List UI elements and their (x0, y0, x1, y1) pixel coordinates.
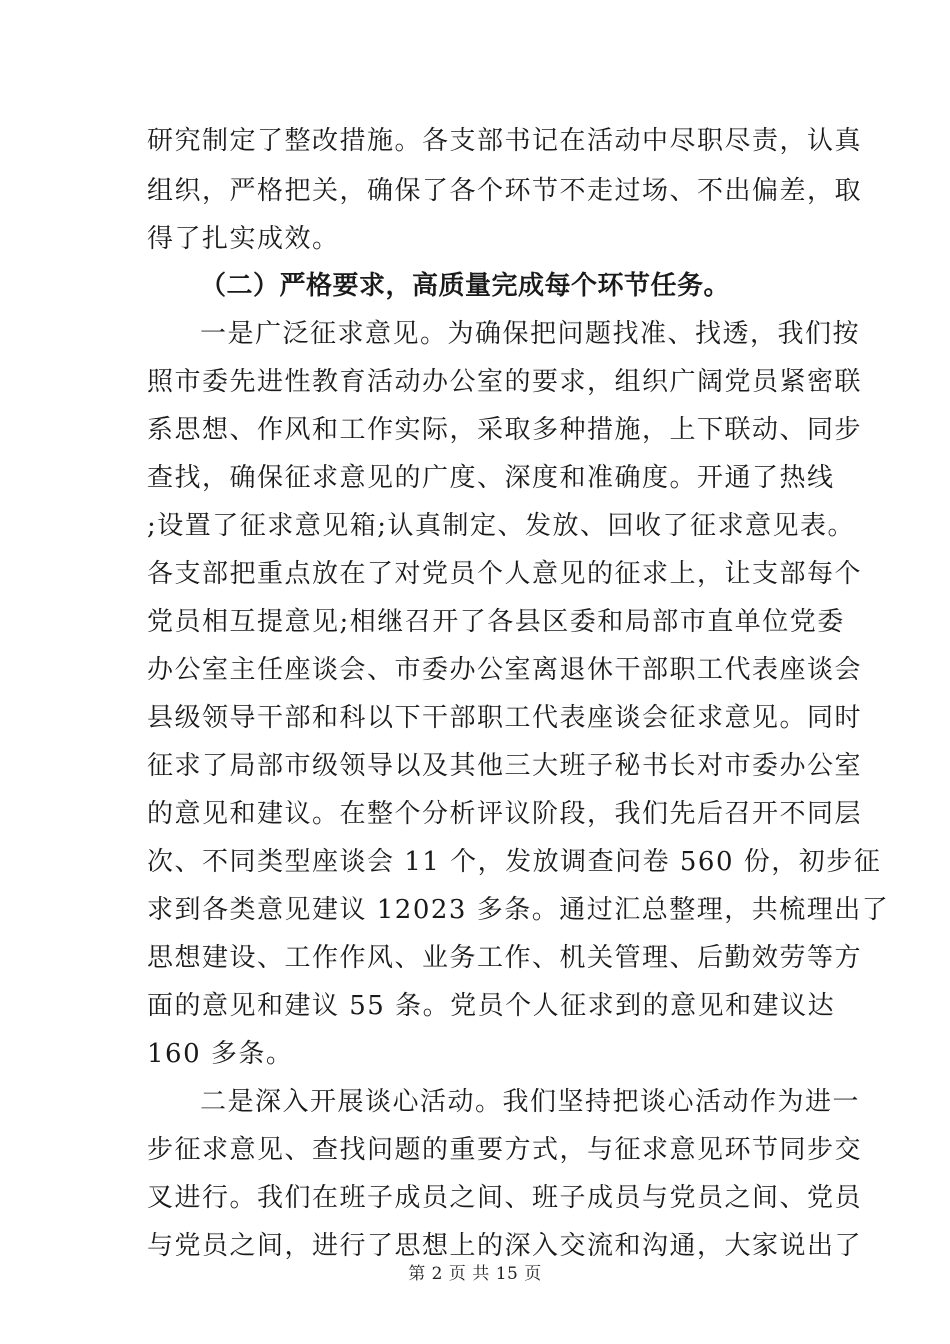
body-line: 研究制定了整改措施。各支部书记在活动中尽职尽责，认真 (147, 126, 863, 156)
body-line: 各支部把重点放在了对党员个人意见的征求上，让支部每个 (147, 559, 863, 589)
body-line: 160 多条。 (147, 1039, 294, 1069)
body-line: 面的意见和建议 55 条。党员个人征求到的意见和建议达 (147, 991, 836, 1021)
section-heading: （二）严格要求，高质量完成每个环节任务。 (200, 271, 731, 301)
body-line: 办公室主任座谈会、市委办公室离退休干部职工代表座谈会 (147, 655, 863, 685)
body-line: ;设置了征求意见箱;认真制定、发放、回收了征求意见表。 (147, 511, 856, 541)
body-line: 查找，确保征求意见的广度、深度和准确度。开通了热线 (147, 463, 835, 493)
page-number: 第 2 页 共 15 页 (408, 1264, 542, 1284)
body-line: 得了扎实成效。 (147, 224, 340, 254)
paragraph-first-line: 一是广泛征求意见。为确保把问题找准、找透，我们按 (200, 319, 861, 349)
body-line: 次、不同类型座谈会 11 个，发放调查问卷 560 份，初步征 (147, 847, 882, 877)
body-line: 系思想、作风和工作实际，采取多种措施，上下联动、同步 (147, 415, 863, 445)
body-line: 与党员之间，进行了思想上的深入交流和沟通，大家说出了 (147, 1231, 863, 1261)
body-line: 求到各类意见建议 12023 多条。通过汇总整理，共梳理出了 (147, 895, 890, 925)
body-line: 步征求意见、查找问题的重要方式，与征求意见环节同步交 (147, 1135, 863, 1165)
body-line: 的意见和建议。在整个分析评议阶段，我们先后召开不同层 (147, 799, 863, 829)
body-line: 党员相互提意见;相继召开了各县区委和局部市直单位党委 (147, 607, 845, 637)
body-line: 县级领导干部和科以下干部职工代表座谈会征求意见。同时 (147, 703, 863, 733)
body-line: 照市委先进性教育活动办公室的要求，组织广阔党员紧密联 (147, 367, 863, 397)
body-line: 组织，严格把关，确保了各个环节不走过场、不出偏差，取 (147, 176, 863, 206)
body-line: 思想建设、工作作风、业务工作、机关管理、后勤效劳等方 (147, 943, 863, 973)
body-line: 征求了局部市级领导以及其他三大班子秘书长对市委办公室 (147, 751, 863, 781)
paragraph-first-line: 二是深入开展谈心活动。我们坚持把谈心活动作为进一 (200, 1087, 861, 1117)
body-line: 叉进行。我们在班子成员之间、班子成员与党员之间、党员 (147, 1183, 863, 1213)
